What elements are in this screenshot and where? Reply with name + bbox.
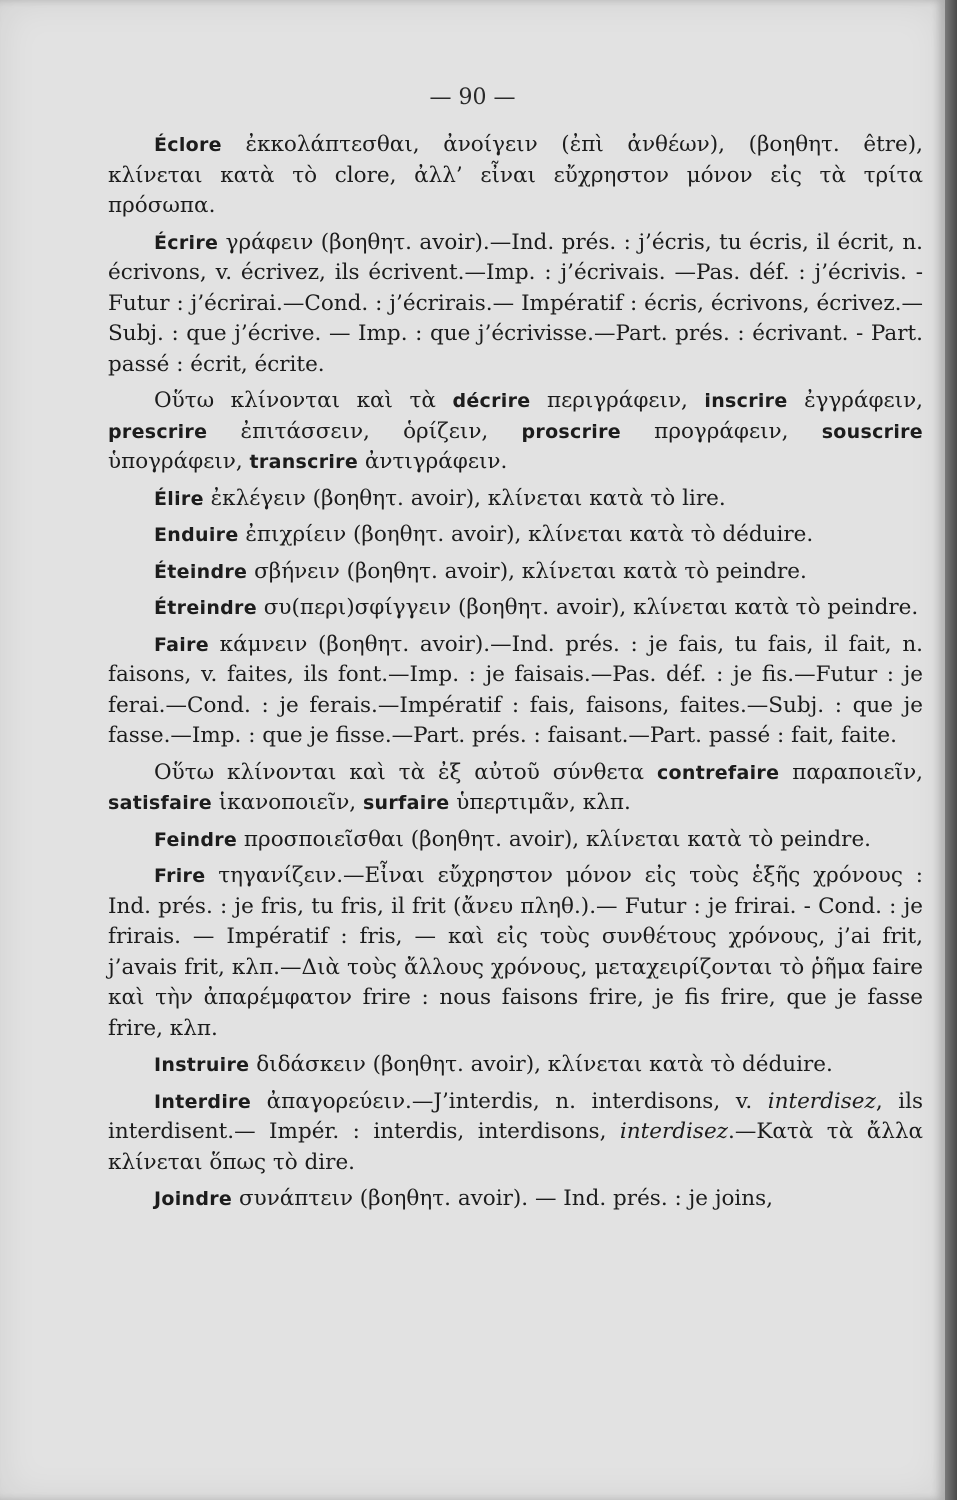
entry-text: .—Κατὰ τὰ ἄλλα κλίνεται ὅπως τὸ dire. — [108, 1119, 923, 1175]
headword: Joindre — [154, 1188, 233, 1210]
headword: Feindre — [154, 828, 238, 851]
headword: Écrire — [154, 231, 219, 254]
entry-text: γράφειν (βοηθητ. avoir).—Ind. prés. : j’écris, tu écris, il écrit, n. écrivons, v. écrivez, ils écrivent.—Imp. : j’écrivais. —Pas. déf. : j’écrivis. - Futur : j’écrirai.—Cond. : j’écrirais.— Impératif : écris, écrivons, écrivez.—Subj. : que j’écrive. — Imp. : que j’écrivisse.—Part. prés. : écrivant. - Part. passé : écrit, écrite. — [108, 229, 923, 377]
dictionary-entry — [108, 1087, 923, 1179]
entry-text: ἐπιτάσσειν, ὁρίζειν, — [207, 418, 522, 444]
entry-text: ὑπογράφειν, — [108, 449, 250, 474]
dictionary-entry — [108, 1050, 923, 1081]
entry-text: ἐπιχρίειν (βοηθητ. avoir), κλίνεται κατὰ τὸ déduire. — [238, 522, 814, 547]
headword: Élire — [154, 487, 204, 510]
headword: Enduire — [154, 524, 239, 546]
entry-text: τηγανίζειν.—Εἶναι εὔχρηστον μόνον εἰς τοὺς ἑξῆς χρόνους : Ind. prés. : je fris, tu fris, il frit (ἄνευ πληθ.).— Futur : je frirai. - Cond. : je frirais. — Impératif : fris, — καὶ εἰς τοὺς συνθέτους χρόνους, j’ai frit, j’avais frit, κλπ.—Διὰ τοὺς ἄλλους χρόνους, μεταχειρίζονται τὸ ῥῆμα faire καὶ τὴν ἀπαρέμφατον frire : nous faisons frire, je fis frire, que je fasse frire, κλπ. — [108, 863, 923, 1041]
headword: souscrire — [821, 420, 923, 443]
headword: transcrire — [249, 451, 359, 473]
dictionary-entry — [108, 630, 923, 752]
headword: Étreindre — [154, 597, 257, 619]
dictionary-body — [108, 130, 923, 1215]
entry-text: προγράφειν, — [620, 418, 822, 444]
entry-text: συ(περι)σφίγγειν (βοηθητ. avoir), κλίνεται κατὰ τὸ peindre. — [256, 595, 919, 620]
entry-text: παραποιεῖν, — [779, 759, 923, 785]
dictionary-entry — [108, 386, 923, 478]
dictionary-entry — [108, 228, 923, 381]
headword: proscrire — [521, 420, 621, 443]
dictionary-entry — [108, 593, 923, 624]
page-number: — 90 — — [429, 85, 516, 110]
italic-text: interdisez — [619, 1119, 728, 1144]
headword: Interdire — [154, 1090, 252, 1113]
dictionary-entry — [108, 825, 923, 856]
entry-text: , ils interdisent.— Impér. : interdis, interdisons, — [108, 1088, 923, 1144]
dictionary-entry — [108, 758, 923, 819]
dictionary-entry — [108, 557, 923, 588]
entry-text: προσποιεῖσθαι (βοηθητ. avoir), κλίνεται κατὰ τὸ peindre. — [237, 826, 872, 852]
headword: Faire — [154, 633, 209, 656]
entry-text: ἐγγράφειν, — [787, 388, 923, 413]
entry-text: ἐκλέγειν (βοηθητ. avoir), κλίνεται κατὰ τὸ lire. — [203, 485, 726, 511]
headword: surfaire — [362, 792, 450, 814]
headword: satisfaire — [108, 792, 212, 814]
entry-text: διδάσκειν (βοηθητ. avoir), κλίνεται κατὰ τὸ déduire. — [249, 1052, 833, 1077]
entry-text: ἐκκολάπτεσθαι, ἀνοίγειν (ἐπὶ ἀνθέων), (βοηθητ. être), κλίνεται κατὰ τὸ clore, ἀλλ’ εἶναι εὔχρηστον μόνον εἰς τὰ τρίτα πρόσωπα. — [108, 132, 923, 218]
headword: Instruire — [154, 1054, 250, 1076]
headword: Éteindre — [154, 560, 248, 583]
headword: décrire — [452, 390, 531, 412]
entry-text: ὑπερτιμᾶν, κλπ. — [449, 790, 631, 815]
entry-text: σβήνειν (βοηθητ. avoir), κλίνεται κατὰ τὸ peindre. — [247, 558, 807, 584]
dictionary-entry — [108, 1184, 923, 1215]
entry-text: συνάπτειν (βοηθητ. avoir). — Ind. prés. : je joins, — [232, 1186, 774, 1211]
entry-text: Οὕτω κλίνονται καὶ τὰ — [154, 388, 453, 413]
entry-text: κάμνειν (βοηθητ. avoir).—Ind. prés. : je fais, tu fais, il fait, n. faisons, v. faites, ils font.—Imp. : je faisais.—Pas. déf. : je fis.—Futur : je ferai.—Cond. : je ferais.—Impératif : fais, faisons, faites.—Subj. : que je fasse.—Imp. : que je fisse.—Part. prés. : faisant.—Part. passé : fait, faite. — [108, 631, 923, 748]
dictionary-entry — [108, 484, 923, 515]
dictionary-entry — [108, 130, 923, 222]
entry-text: περιγράφειν, — [530, 388, 705, 413]
dictionary-entry — [108, 520, 923, 551]
entry-text: ἀπαγορεύειν.—J’interdis, n. interdisons, v. — [251, 1088, 768, 1114]
entry-text: ἱκανοποιεῖν, — [211, 790, 363, 815]
headword: prescrire — [108, 420, 208, 443]
entry-text: Οὕτω κλίνονται καὶ τὰ ἐξ αὐτοῦ σύνθετα — [154, 759, 657, 785]
entry-text: ἀντιγράφειν. — [358, 449, 508, 474]
headword: inscrire — [704, 390, 788, 412]
dictionary-entry — [108, 861, 923, 1044]
headword: contrefaire — [656, 761, 780, 784]
headword: Éclore — [154, 134, 222, 156]
headword: Frire — [154, 865, 206, 887]
book-spine-shadow — [945, 0, 957, 1500]
italic-text: interdisez — [767, 1088, 876, 1114]
